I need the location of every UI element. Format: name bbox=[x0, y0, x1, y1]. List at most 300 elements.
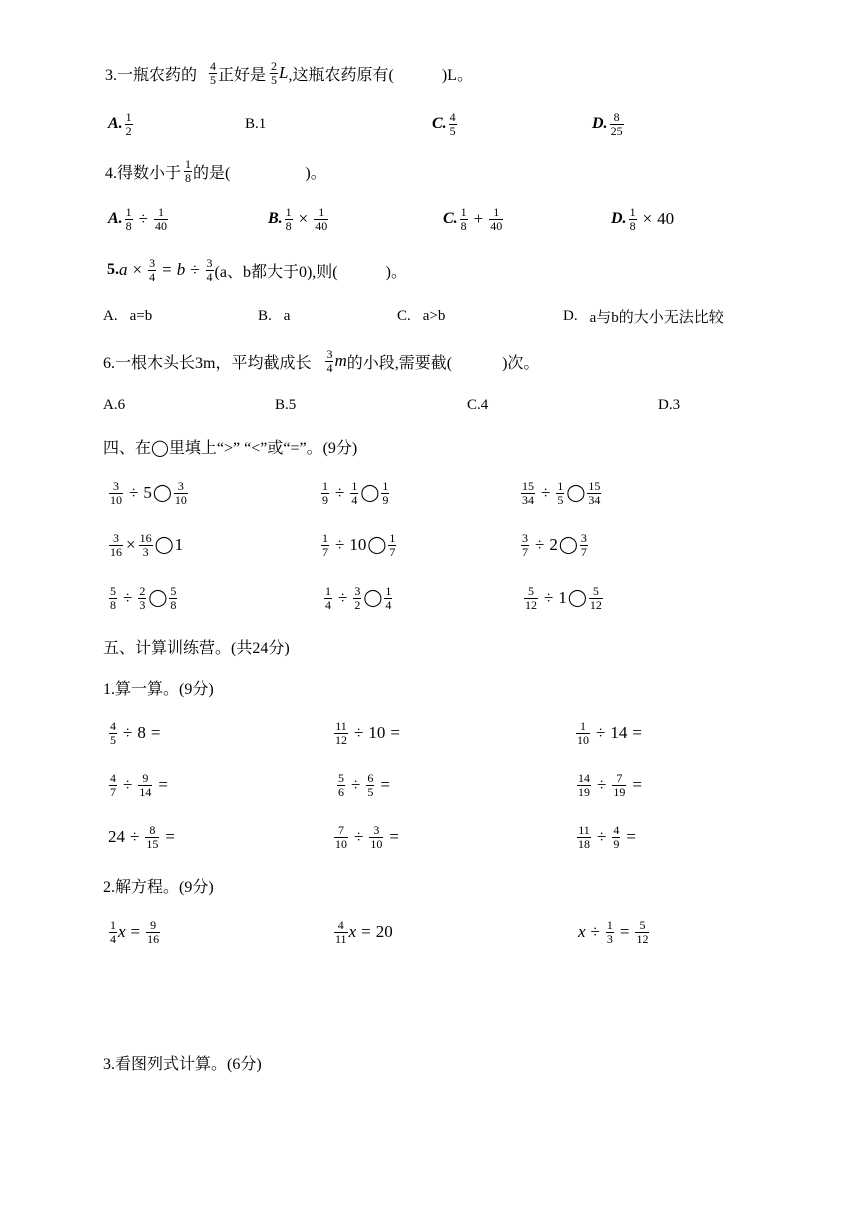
fraction bbox=[366, 770, 374, 799]
answer-blank bbox=[230, 166, 305, 176]
denominator: 15 bbox=[146, 836, 159, 851]
fraction bbox=[146, 917, 160, 946]
fraction bbox=[321, 478, 329, 507]
answer-blank bbox=[394, 68, 442, 78]
fraction bbox=[521, 478, 535, 507]
equation-item bbox=[333, 917, 393, 947]
denominator: 7 bbox=[580, 544, 587, 559]
numerator: 1 bbox=[185, 156, 192, 171]
part-3-title bbox=[103, 1047, 262, 1077]
denominator: 8 bbox=[185, 170, 192, 185]
numerator: 5 bbox=[110, 583, 116, 598]
fraction bbox=[270, 58, 278, 87]
numerator: 1 bbox=[389, 530, 396, 545]
option-text: a=b bbox=[129, 307, 153, 324]
section-5-title bbox=[103, 631, 290, 661]
denominator: 2 bbox=[354, 597, 361, 612]
option-label: A. bbox=[108, 115, 123, 132]
number: 24 bbox=[108, 827, 125, 846]
q5-option-d bbox=[563, 301, 724, 331]
numerator: 1 bbox=[325, 583, 331, 598]
fraction bbox=[109, 718, 117, 747]
calc-item bbox=[108, 770, 173, 800]
fraction bbox=[449, 109, 457, 138]
numerator: 3 bbox=[580, 530, 587, 545]
fraction bbox=[325, 346, 333, 375]
fraction bbox=[139, 530, 153, 559]
denominator: 5 bbox=[210, 72, 217, 87]
question-text: 的是( bbox=[193, 164, 231, 182]
denominator: 5 bbox=[367, 784, 374, 799]
equation-item bbox=[108, 917, 161, 947]
fraction bbox=[381, 478, 389, 507]
option-label: B.5 bbox=[275, 396, 297, 413]
calc-item bbox=[336, 770, 395, 800]
fraction bbox=[334, 718, 348, 747]
operator: ÷ bbox=[351, 775, 361, 794]
denominator: 4 bbox=[149, 269, 156, 284]
option-label: B.1 bbox=[245, 115, 267, 132]
denominator: 34 bbox=[588, 492, 601, 507]
numerator: 1 bbox=[154, 207, 168, 220]
fraction bbox=[138, 583, 146, 612]
equals-sign: = bbox=[150, 723, 161, 742]
equals-sign: = bbox=[165, 827, 175, 846]
compare-circle: ◯ bbox=[558, 535, 578, 555]
numerator: 1 bbox=[322, 478, 328, 493]
q6-option-b bbox=[275, 390, 296, 420]
option-label: A.6 bbox=[103, 396, 126, 413]
fraction bbox=[109, 917, 117, 946]
calc-item bbox=[108, 822, 180, 852]
operator: ÷ bbox=[123, 775, 133, 794]
denominator: 12 bbox=[525, 597, 537, 612]
fraction bbox=[109, 770, 117, 799]
q5-option-b bbox=[258, 301, 290, 331]
numerator: 2 bbox=[139, 583, 146, 598]
numerator: 1 bbox=[314, 207, 328, 220]
option-label: A. bbox=[103, 307, 118, 324]
operator: ÷ bbox=[338, 588, 348, 607]
calc-item bbox=[108, 718, 165, 748]
variable: x bbox=[348, 922, 357, 941]
denominator: 18 bbox=[578, 836, 590, 851]
q3-option-b bbox=[245, 109, 266, 139]
fraction bbox=[174, 478, 188, 507]
operator: ÷ bbox=[354, 723, 364, 742]
numerator: 5 bbox=[589, 586, 603, 599]
operator: × bbox=[298, 209, 309, 228]
option-label: C.4 bbox=[467, 396, 489, 413]
denominator: 40 bbox=[490, 218, 503, 233]
numerator: 15 bbox=[588, 478, 601, 493]
denominator: 8 bbox=[170, 597, 177, 612]
fraction bbox=[334, 822, 348, 851]
numerator: 5 bbox=[338, 770, 344, 785]
numerator: 1 bbox=[125, 109, 132, 124]
q4-option-b bbox=[268, 204, 329, 234]
variable: a bbox=[119, 260, 128, 279]
fraction bbox=[629, 204, 637, 233]
fraction bbox=[369, 822, 383, 851]
fraction bbox=[184, 156, 192, 185]
fraction bbox=[580, 530, 588, 559]
calc-item bbox=[575, 718, 647, 748]
number: 10 bbox=[368, 723, 386, 742]
fraction bbox=[577, 770, 591, 799]
denominator: 34 bbox=[522, 492, 534, 507]
equals-sign: = bbox=[130, 922, 141, 941]
numerator: 16 bbox=[139, 530, 152, 545]
fraction bbox=[589, 583, 603, 612]
denominator: 8 bbox=[460, 218, 467, 233]
numerator: 1 bbox=[125, 204, 132, 219]
operator: ÷ bbox=[335, 535, 345, 554]
numerator: 3 bbox=[354, 583, 361, 598]
numerator: 1 bbox=[385, 583, 392, 598]
compare-circle: ◯ bbox=[360, 483, 380, 503]
question-text: )L。 bbox=[441, 66, 473, 84]
denominator: 4 bbox=[351, 492, 358, 507]
section-heading: 五、计算训练营。(共24分) bbox=[103, 639, 290, 657]
compare-item bbox=[320, 478, 390, 508]
denominator: 7 bbox=[110, 784, 116, 799]
option-label: C. bbox=[397, 307, 411, 324]
compare-item bbox=[108, 478, 189, 508]
fraction bbox=[576, 718, 590, 747]
fraction bbox=[209, 58, 217, 87]
fraction bbox=[635, 917, 649, 946]
variable: x bbox=[578, 922, 586, 941]
equals-sign: = bbox=[389, 827, 399, 846]
denominator: 40 bbox=[155, 218, 168, 233]
numerator: 1 bbox=[110, 917, 116, 932]
q6-option-d bbox=[658, 390, 680, 420]
part-heading: 1.算一算。(9分) bbox=[103, 680, 214, 698]
numerator: 11 bbox=[335, 718, 347, 733]
fraction bbox=[612, 770, 626, 799]
question-text: 4.得数小于 bbox=[105, 164, 182, 182]
denominator: 6 bbox=[338, 784, 344, 799]
option-text: a bbox=[283, 307, 291, 324]
question-5 bbox=[107, 255, 407, 285]
operator: ÷ bbox=[335, 483, 345, 502]
option-label: B. bbox=[268, 210, 283, 227]
numerator: 3 bbox=[369, 825, 383, 838]
q5-option-a bbox=[103, 301, 152, 331]
numerator: 1 bbox=[285, 204, 292, 219]
numerator: 1 bbox=[489, 207, 503, 220]
number: 10 bbox=[349, 535, 367, 554]
question-text: 的小段,需要截( bbox=[346, 354, 453, 372]
fraction bbox=[460, 204, 468, 233]
denominator: 3 bbox=[142, 544, 149, 559]
fraction bbox=[524, 583, 538, 612]
q4-option-c bbox=[443, 204, 504, 234]
fraction bbox=[109, 530, 123, 559]
fraction bbox=[350, 478, 358, 507]
equals-sign: = bbox=[619, 922, 630, 941]
numerator: 5 bbox=[170, 583, 177, 598]
q3-option-a bbox=[108, 109, 134, 139]
fraction bbox=[577, 822, 591, 851]
numerator: 1 bbox=[576, 721, 590, 734]
fraction bbox=[521, 530, 529, 559]
option-label: D.3 bbox=[658, 396, 681, 413]
numerator: 4 bbox=[110, 770, 116, 785]
denominator: 5 bbox=[271, 72, 278, 87]
fraction bbox=[556, 478, 564, 507]
question-number: 5. bbox=[107, 261, 119, 278]
fraction bbox=[169, 583, 177, 612]
denominator: 4 bbox=[325, 597, 331, 612]
section-heading: 四、在◯里填上“>” “<”或“=”。(9分) bbox=[103, 439, 358, 457]
numerator: 7 bbox=[334, 825, 348, 838]
fraction bbox=[145, 822, 159, 851]
compare-item bbox=[520, 530, 589, 560]
numerator: 2 bbox=[271, 58, 278, 73]
equals-sign: = bbox=[632, 775, 642, 794]
denominator: 5 bbox=[557, 492, 564, 507]
fraction bbox=[125, 109, 133, 138]
numerator: 9 bbox=[146, 920, 160, 933]
fraction bbox=[388, 530, 396, 559]
numerator: 5 bbox=[524, 586, 538, 599]
numerator: 7 bbox=[612, 773, 626, 786]
denominator: 25 bbox=[610, 123, 623, 138]
fraction bbox=[489, 204, 503, 233]
numerator: 3 bbox=[109, 533, 123, 546]
compare-circle: ◯ bbox=[566, 483, 586, 503]
fraction bbox=[610, 109, 624, 138]
operator: × bbox=[132, 260, 143, 279]
denominator: 10 bbox=[370, 836, 383, 851]
fraction bbox=[125, 204, 133, 233]
question-text: )。 bbox=[385, 263, 407, 281]
numerator: 3 bbox=[174, 481, 188, 494]
denominator: 16 bbox=[110, 544, 122, 559]
part-2-title bbox=[103, 870, 214, 900]
equals-sign: = bbox=[390, 723, 400, 742]
option-text: a与b的大小无法比较 bbox=[589, 309, 724, 326]
numerator: 1 bbox=[322, 530, 328, 545]
numerator: 5 bbox=[635, 920, 649, 933]
denominator: 8 bbox=[285, 218, 292, 233]
denominator: 5 bbox=[449, 123, 456, 138]
numerator: 3 bbox=[109, 481, 123, 494]
denominator: 4 bbox=[110, 931, 116, 946]
compare-circle: ◯ bbox=[363, 588, 383, 608]
compare-item bbox=[520, 478, 602, 508]
operator: ÷ bbox=[596, 723, 606, 742]
answer-blank bbox=[452, 356, 502, 366]
option-text: a>b bbox=[422, 307, 446, 324]
denominator: 4 bbox=[206, 269, 213, 284]
denominator: 12 bbox=[335, 732, 347, 747]
fraction bbox=[337, 770, 345, 799]
numerator: 4 bbox=[613, 822, 620, 837]
number: 1 bbox=[558, 588, 567, 607]
operator: ÷ bbox=[129, 483, 139, 502]
operator: ÷ bbox=[138, 209, 149, 228]
operator: ÷ bbox=[535, 535, 545, 554]
numerator: 4 bbox=[110, 718, 116, 733]
unit-variable: m bbox=[334, 351, 347, 370]
numerator: 3 bbox=[149, 255, 156, 270]
numerator: 3 bbox=[326, 346, 333, 361]
number: 20 bbox=[375, 922, 393, 941]
fraction bbox=[587, 478, 601, 507]
numerator: 11 bbox=[578, 822, 590, 837]
q4-option-a bbox=[108, 204, 169, 234]
denominator: 9 bbox=[382, 492, 389, 507]
compare-circle: ◯ bbox=[148, 588, 168, 608]
fraction bbox=[384, 583, 392, 612]
denominator: 8 bbox=[110, 597, 116, 612]
operator: ÷ bbox=[123, 723, 133, 742]
denominator: 12 bbox=[589, 597, 602, 612]
denominator: 3 bbox=[139, 597, 146, 612]
operator: × bbox=[642, 209, 653, 228]
number: 5 bbox=[143, 483, 152, 502]
compare-circle: ◯ bbox=[152, 483, 172, 503]
option-label: D. bbox=[611, 210, 627, 227]
question-text: 6.一根木头长3m，平均截成长 bbox=[103, 354, 312, 372]
denominator: 7 bbox=[522, 544, 528, 559]
calc-item bbox=[576, 822, 641, 852]
fraction bbox=[314, 204, 328, 233]
operator: ÷ bbox=[544, 588, 554, 607]
variable: b bbox=[176, 260, 186, 279]
option-label: D. bbox=[592, 115, 608, 132]
operator: ÷ bbox=[130, 827, 140, 846]
q6-option-c bbox=[467, 390, 488, 420]
compare-item bbox=[323, 583, 393, 613]
fraction bbox=[353, 583, 361, 612]
option-label: C. bbox=[432, 115, 447, 132]
denominator: 8 bbox=[125, 218, 132, 233]
denominator: 7 bbox=[322, 544, 328, 559]
question-text: )。 bbox=[305, 164, 327, 182]
variable: x bbox=[118, 922, 126, 941]
fraction bbox=[109, 583, 117, 612]
denominator: 2 bbox=[125, 123, 132, 138]
operator: + bbox=[473, 209, 484, 228]
denominator: 11 bbox=[335, 931, 347, 946]
denominator: 10 bbox=[174, 492, 187, 507]
numerator: 1 bbox=[606, 917, 613, 932]
compare-circle: ◯ bbox=[367, 535, 387, 555]
denominator: 5 bbox=[110, 732, 116, 747]
option-label: B. bbox=[258, 307, 272, 324]
operator: ÷ bbox=[354, 827, 364, 846]
denominator: 9 bbox=[322, 492, 328, 507]
calc-item bbox=[333, 718, 405, 748]
answer-blank bbox=[338, 265, 386, 275]
unit-variable: L bbox=[279, 63, 289, 82]
compare-item bbox=[108, 530, 183, 560]
question-4 bbox=[105, 156, 327, 186]
fraction bbox=[206, 255, 214, 284]
denominator: 8 bbox=[629, 218, 636, 233]
part-heading: 2.解方程。(9分) bbox=[103, 878, 214, 896]
compare-item bbox=[523, 583, 604, 613]
equals-sign: = bbox=[632, 723, 642, 742]
numerator: 9 bbox=[138, 773, 152, 786]
question-6 bbox=[103, 346, 539, 376]
option-label: D. bbox=[563, 307, 578, 324]
fraction bbox=[321, 530, 329, 559]
fraction bbox=[612, 822, 620, 851]
operator: ÷ bbox=[541, 483, 551, 502]
equals-sign: = bbox=[361, 922, 371, 941]
fraction bbox=[285, 204, 293, 233]
denominator: 4 bbox=[326, 360, 333, 375]
equals-sign: = bbox=[158, 775, 168, 794]
operator: ÷ bbox=[597, 827, 607, 846]
denominator: 19 bbox=[613, 784, 626, 799]
equals-sign: = bbox=[626, 827, 636, 846]
denominator: 9 bbox=[613, 836, 620, 851]
denominator: 7 bbox=[389, 544, 396, 559]
operator: × bbox=[126, 535, 136, 554]
operator: = bbox=[162, 260, 172, 279]
number: 14 bbox=[610, 723, 628, 742]
compare-item bbox=[320, 530, 397, 560]
denominator: 10 bbox=[335, 836, 347, 851]
fraction bbox=[334, 917, 348, 946]
numerator: 3 bbox=[206, 255, 213, 270]
fraction bbox=[109, 478, 123, 507]
numerator: 1 bbox=[351, 478, 358, 493]
numerator: 15 bbox=[522, 478, 534, 493]
number: 2 bbox=[549, 535, 558, 554]
denominator: 3 bbox=[606, 931, 613, 946]
equation-item bbox=[578, 917, 650, 947]
denominator: 40 bbox=[315, 218, 328, 233]
part-1-title bbox=[103, 672, 214, 702]
question-text: (a、b都大于0),则( bbox=[214, 263, 338, 281]
option-label: C. bbox=[443, 210, 458, 227]
q5-option-c bbox=[397, 301, 445, 331]
numerator: 8 bbox=[610, 112, 624, 125]
operator: ÷ bbox=[590, 922, 600, 941]
fraction bbox=[138, 770, 152, 799]
q3-option-d bbox=[592, 109, 625, 139]
q3-option-c bbox=[432, 109, 458, 139]
operator: ÷ bbox=[123, 588, 133, 607]
denominator: 19 bbox=[578, 784, 590, 799]
operator: ÷ bbox=[597, 775, 607, 794]
denominator: 16 bbox=[147, 931, 160, 946]
denominator: 12 bbox=[636, 931, 649, 946]
numerator: 1 bbox=[629, 204, 636, 219]
denominator: 10 bbox=[577, 732, 589, 747]
numerator: 8 bbox=[145, 825, 159, 838]
operator: ÷ bbox=[190, 260, 200, 279]
part-heading: 3.看图列式计算。(6分) bbox=[103, 1055, 262, 1073]
compare-item bbox=[108, 583, 178, 613]
section-4-title bbox=[103, 431, 357, 461]
numerator: 4 bbox=[210, 58, 217, 73]
question-3 bbox=[105, 58, 473, 88]
numerator: 3 bbox=[522, 530, 528, 545]
numerator: 1 bbox=[557, 478, 564, 493]
question-text: ,这瓶农药原有( bbox=[288, 66, 394, 84]
numerator: 14 bbox=[578, 770, 590, 785]
number: 8 bbox=[137, 723, 146, 742]
q4-option-d bbox=[611, 204, 674, 234]
